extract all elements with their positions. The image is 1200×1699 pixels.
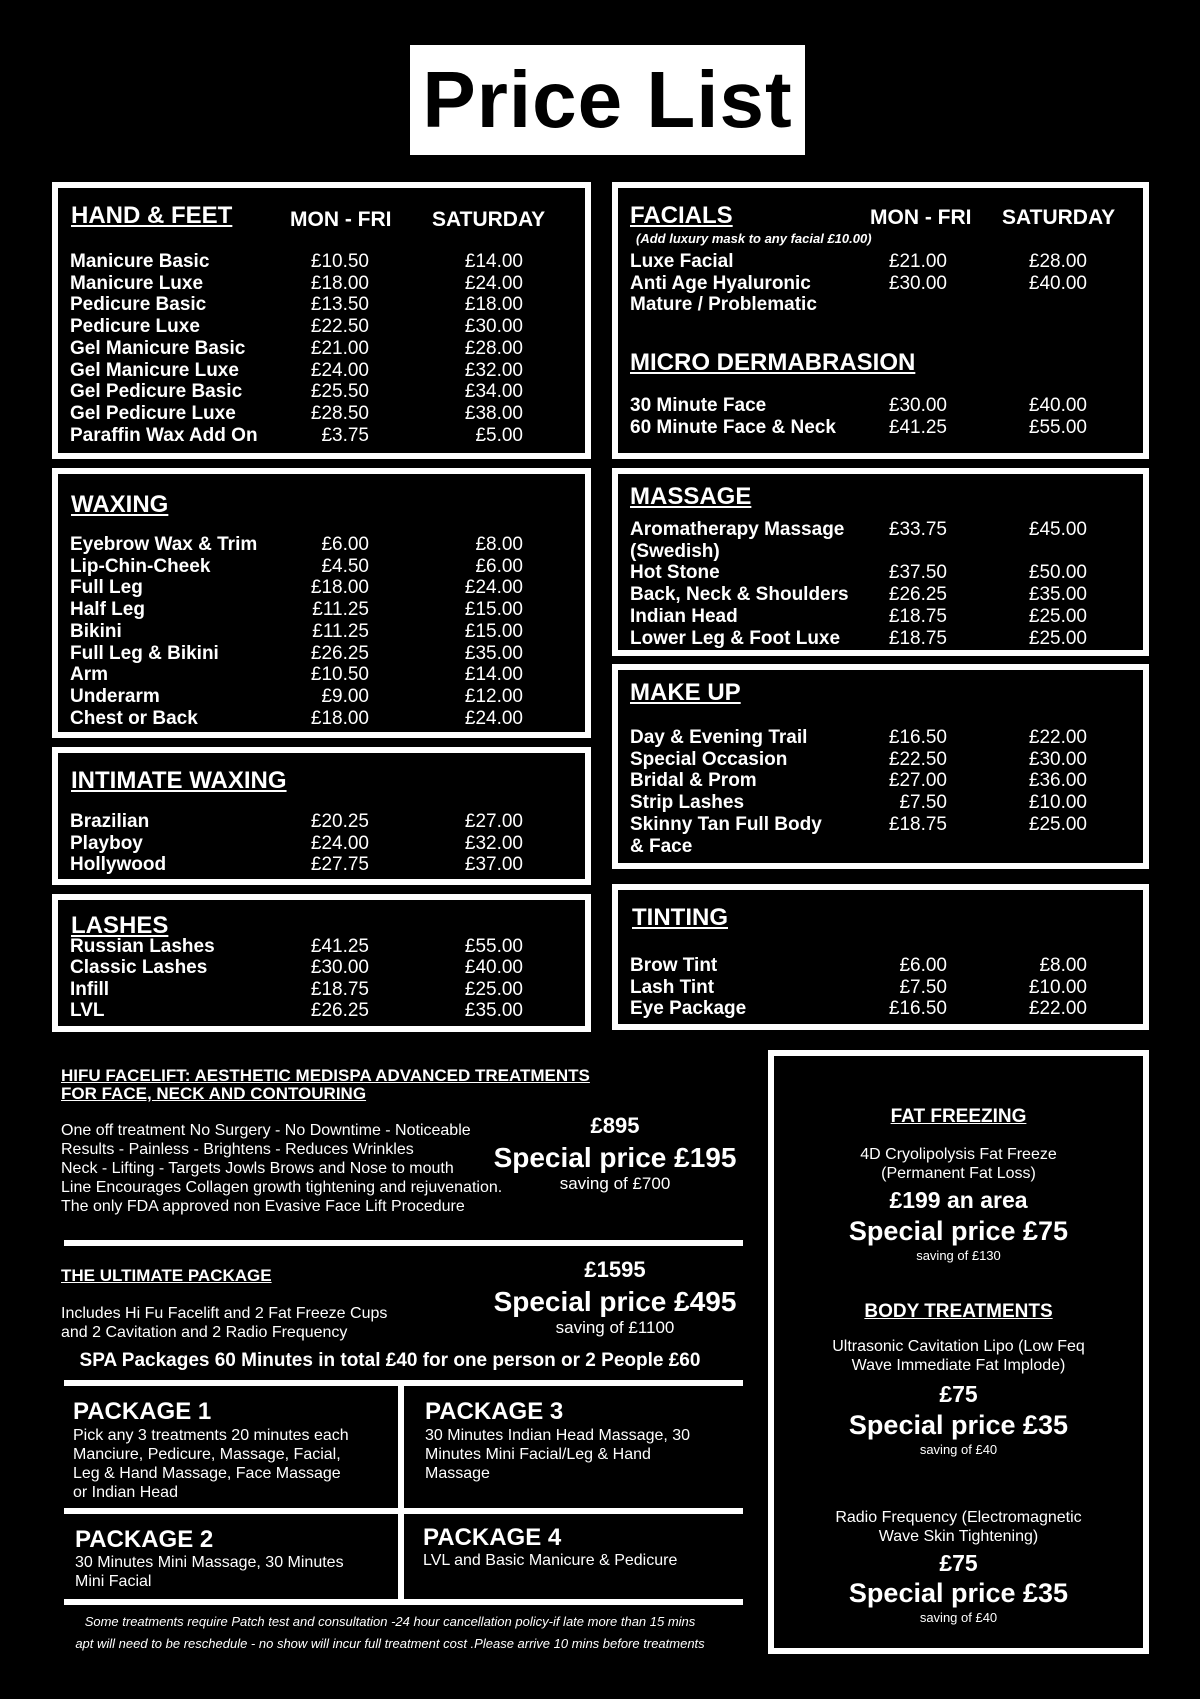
fat-freezing-saving: saving of £130	[916, 1248, 1001, 1263]
saturday-price: £40.00	[1028, 272, 1087, 294]
treatment-name: Bikini	[70, 620, 122, 642]
col-head-saturday: SATURDAY	[432, 208, 546, 231]
section-title: TINTING	[632, 904, 728, 931]
treatment-name: Lip-Chin-Cheek	[70, 555, 211, 577]
radio-line: Radio Frequency (Electromagnetic	[835, 1509, 1082, 1526]
treatment-name: Special Occasion	[630, 748, 788, 770]
treatment-name: Indian Head	[630, 605, 738, 627]
weekday-price: £18.00	[310, 272, 369, 294]
section-title: LASHES	[71, 912, 169, 939]
saturday-price: £8.00	[1039, 955, 1087, 976]
saturday-price: £6.00	[475, 555, 523, 577]
treatment-name: & Face	[630, 835, 693, 857]
weekday-price: £21.00	[310, 337, 369, 359]
treatment-name: Gel Manicure Luxe	[70, 359, 239, 381]
weekday-price: £41.25	[310, 936, 369, 957]
weekday-price: £28.50	[310, 402, 369, 424]
facials-note: (Add luxury mask to any facial £10.00)	[636, 231, 872, 246]
weekday-price: £16.50	[888, 727, 947, 748]
hifu-line: The only FDA approved non Evasive Face Lift Procedure	[61, 1198, 465, 1215]
hifu-line: One off treatment No Surgery - No Downtime - Noticeable	[61, 1122, 471, 1139]
price-row	[58, 381, 585, 403]
weekday-price: £37.50	[888, 562, 947, 584]
saturday-price: £22.00	[1028, 998, 1087, 1020]
price-row	[618, 998, 1143, 1020]
treatment-name: Gel Pedicure Basic	[70, 381, 243, 403]
treatment-name: Day & Evening Trail	[630, 727, 808, 748]
treatment-name: Hollywood	[70, 854, 167, 876]
price-row	[618, 814, 1143, 836]
ultimate-price: £1595	[584, 1257, 646, 1282]
treatment-name: Skinny Tan Full Body	[630, 813, 822, 835]
price-row	[58, 936, 585, 958]
radio-line: Wave Skin Tightening)	[878, 1528, 1039, 1545]
weekday-price: £9.00	[321, 685, 369, 707]
treatment-name: Brazilian	[70, 811, 150, 832]
ultimate-title: THE ULTIMATE PACKAGE	[61, 1266, 272, 1285]
section-title: FACIALS	[630, 202, 733, 229]
treatment-name: Manicure Basic	[70, 251, 210, 272]
ultimate-description	[61, 1304, 481, 1342]
saturday-price: £5.00	[475, 424, 523, 446]
saturday-price: £35.00	[464, 999, 523, 1021]
treatment-name: Pedicure Basic	[70, 294, 207, 316]
treatment-name: Luxe Facial	[630, 251, 734, 272]
price-row	[618, 770, 1143, 792]
weekday-price: £33.75	[888, 519, 947, 540]
treatment-name: Eye Package	[630, 998, 747, 1020]
treatment-name: Eyebrow Wax & Trim	[70, 534, 258, 555]
fat-freezing-line: 4D Cryolipolysis Fat Freeze	[860, 1146, 1057, 1163]
cavitation-price: £75	[939, 1381, 978, 1407]
weekday-price: £18.00	[310, 577, 369, 599]
saturday-price: £18.00	[464, 294, 523, 316]
lashes-panel	[52, 894, 591, 1032]
weekday-price: £16.50	[888, 998, 947, 1020]
col-head-weekday: MON - FRI	[290, 208, 392, 231]
package-4-text	[423, 1551, 733, 1570]
massage-panel	[612, 468, 1149, 656]
saturday-price: £38.00	[464, 402, 523, 424]
saturday-price: £15.00	[464, 620, 523, 642]
price-row	[618, 395, 1143, 417]
section-title: MAKE UP	[630, 679, 741, 706]
treatment-name: Full Leg & Bikini	[70, 642, 219, 664]
weekday-price: £7.50	[899, 792, 947, 814]
price-row	[58, 556, 585, 578]
weekday-price: £10.50	[310, 664, 369, 686]
hifu-saving: saving of £700	[559, 1174, 671, 1193]
treatment-name: Bridal & Prom	[630, 770, 757, 792]
saturday-price: £32.00	[464, 832, 523, 854]
price-row	[618, 294, 1143, 316]
price-row	[58, 957, 585, 979]
fat-freezing-line: (Permanent Fat Loss)	[881, 1165, 1036, 1182]
treatment-name: Playboy	[70, 832, 143, 854]
treatment-name: Gel Pedicure Luxe	[70, 402, 236, 424]
price-row	[58, 664, 585, 686]
saturday-price: £8.00	[475, 534, 523, 555]
package-line: Massage	[425, 1465, 490, 1482]
treatment-name: Pedicure Luxe	[70, 316, 200, 338]
price-row	[58, 251, 585, 273]
ultimate-special-price: Special price £495	[493, 1286, 737, 1317]
price-row	[618, 606, 1143, 628]
weekday-price: £18.75	[888, 627, 947, 649]
price-row	[618, 562, 1143, 584]
package-line: Pick any 3 treatments 20 minutes each	[73, 1427, 349, 1444]
saturday-price: £10.00	[1028, 976, 1087, 998]
treatment-name: Aromatherapy Massage	[630, 519, 845, 540]
saturday-price: £55.00	[1028, 416, 1087, 438]
divider	[64, 1240, 743, 1246]
hifu-title-line2: FOR FACE, NECK AND CONTOURING	[61, 1084, 367, 1103]
price-row	[58, 338, 585, 360]
saturday-price: £28.00	[464, 337, 523, 359]
saturday-price: £30.00	[1028, 748, 1087, 770]
treatment-name: Classic Lashes	[70, 957, 208, 979]
hifu-price: £895	[590, 1113, 640, 1138]
price-row	[58, 316, 585, 338]
saturday-price: £37.00	[464, 854, 523, 876]
price-row	[58, 979, 585, 1001]
footer-line-1: Some treatments require Patch test and consultation -24 hour cancellation policy-if late more than 15 mins	[84, 1614, 696, 1629]
saturday-price: £35.00	[1028, 584, 1087, 606]
price-row	[618, 584, 1143, 606]
weekday-price: £11.25	[312, 620, 369, 642]
package-1-title: PACKAGE 1	[73, 1398, 212, 1425]
price-row	[58, 1000, 585, 1022]
treatment-name: Mature / Problematic	[630, 294, 817, 316]
price-row	[618, 251, 1143, 273]
hand-feet-panel	[52, 182, 591, 459]
section-title: INTIMATE WAXING	[71, 767, 287, 794]
package-3-text	[425, 1426, 735, 1483]
price-row	[618, 749, 1143, 771]
section-title: WAXING	[71, 491, 169, 518]
price-row	[618, 792, 1143, 814]
price-row	[618, 836, 1143, 858]
fat-freezing-price: £199 an area	[889, 1187, 1028, 1213]
weekday-price: £24.00	[310, 832, 369, 854]
treatment-name: Infill	[70, 978, 110, 1000]
saturday-price: £22.00	[1028, 727, 1087, 748]
weekday-price: £26.25	[888, 584, 947, 606]
package-line: 30 Minutes Indian Head Massage, 30	[425, 1427, 691, 1444]
weekday-price: £18.00	[310, 707, 369, 729]
treatment-name: (Swedish)	[630, 540, 720, 562]
weekday-price: £41.25	[888, 416, 947, 438]
facials-panel	[612, 182, 1149, 459]
treatment-name: Lash Tint	[630, 976, 715, 998]
treatment-name: Arm	[70, 664, 109, 686]
weekday-price: £27.00	[888, 770, 947, 792]
hifu-line: Line Encourages Collagen growth tightening and rejuvenation.	[61, 1179, 503, 1196]
price-row	[618, 955, 1143, 977]
package-line: or Indian Head	[73, 1484, 178, 1501]
treatment-name: 60 Minute Face & Neck	[630, 416, 836, 438]
weekday-price: £6.00	[899, 955, 947, 976]
price-row	[58, 425, 585, 447]
weekday-price: £30.00	[888, 395, 947, 416]
price-row	[58, 577, 585, 599]
weekday-price: £7.50	[899, 976, 947, 998]
saturday-price: £27.00	[464, 811, 523, 832]
treatment-name: 30 Minute Face	[630, 395, 767, 416]
saturday-price: £14.00	[464, 251, 523, 272]
saturday-price: £24.00	[464, 272, 523, 294]
weekday-price: £4.50	[321, 555, 369, 577]
treatment-name: Gel Manicure Basic	[70, 337, 246, 359]
price-row	[58, 643, 585, 665]
price-row	[618, 417, 1143, 439]
package-line: LVL and Basic Manicure & Pedicure	[423, 1552, 678, 1569]
saturday-price: £10.00	[1028, 792, 1087, 814]
saturday-price: £36.00	[1028, 770, 1087, 792]
price-row	[58, 294, 585, 316]
package-line: Mini Facial	[75, 1573, 152, 1590]
package-line: Leg & Hand Massage, Face Massage	[73, 1465, 341, 1482]
makeup-panel	[612, 664, 1149, 869]
fat-freezing-panel	[768, 1050, 1149, 1654]
saturday-price: £28.00	[1028, 251, 1087, 272]
weekday-price: £30.00	[888, 272, 947, 294]
treatment-name: Anti Age Hyaluronic	[630, 272, 811, 294]
section-title: MASSAGE	[630, 483, 752, 510]
tinting-panel	[612, 884, 1149, 1030]
hifu-title-line1: HIFU FACELIFT: AESTHETIC MEDISPA ADVANCED TREATMENTS	[61, 1066, 590, 1085]
saturday-price: £25.00	[1028, 605, 1087, 627]
price-row	[618, 273, 1143, 295]
saturday-price: £50.00	[1028, 562, 1087, 584]
waxing-panel	[52, 468, 591, 738]
cavitation-line: Ultrasonic Cavitation Lipo (Low Feq	[832, 1338, 1085, 1355]
price-row	[618, 977, 1143, 999]
saturday-price: £30.00	[464, 316, 523, 338]
hifu-special-price: Special price £195	[493, 1142, 737, 1173]
price-row	[58, 534, 585, 556]
fat-freezing-special: Special price £75	[848, 1216, 1069, 1246]
package-1-text	[73, 1426, 393, 1502]
weekday-price: £26.25	[310, 999, 369, 1021]
fat-freezing-title: FAT FREEZING	[890, 1106, 1027, 1127]
treatment-name: Back, Neck & Shoulders	[630, 584, 849, 606]
price-row	[618, 519, 1143, 541]
cavitation-line: Wave Immediate Fat Implode)	[851, 1357, 1066, 1374]
treatment-name: Full Leg	[70, 577, 143, 599]
page-title: Price List	[410, 45, 805, 155]
weekday-price: £13.50	[310, 294, 369, 316]
price-row	[618, 541, 1143, 563]
treatment-name: Manicure Luxe	[70, 272, 204, 294]
weekday-price: £11.25	[312, 599, 369, 621]
saturday-price: £24.00	[464, 707, 523, 729]
treatment-name: Russian Lashes	[70, 936, 215, 957]
weekday-price: £6.00	[321, 534, 369, 555]
weekday-price: £30.00	[310, 957, 369, 979]
treatment-name: Paraffin Wax Add On	[70, 424, 258, 446]
price-row	[58, 621, 585, 643]
treatment-name: Brow Tint	[630, 955, 718, 976]
package-2-title: PACKAGE 2	[75, 1526, 214, 1553]
price-row	[618, 727, 1143, 749]
cavitation-saving: saving of £40	[919, 1442, 998, 1457]
weekday-price: £18.75	[888, 813, 947, 835]
cavitation-special: Special price £35	[848, 1410, 1069, 1440]
weekday-price: £22.50	[310, 316, 369, 338]
price-row	[58, 360, 585, 382]
section-title: MICRO DERMABRASION	[630, 349, 916, 376]
radio-special: Special price £35	[848, 1578, 1069, 1608]
weekday-price: £22.50	[888, 748, 947, 770]
package-2-text	[75, 1553, 395, 1591]
saturday-price: £34.00	[464, 381, 523, 403]
saturday-price: £12.00	[464, 685, 523, 707]
treatment-name: LVL	[70, 999, 105, 1021]
price-row	[618, 628, 1143, 650]
saturday-price: £35.00	[464, 642, 523, 664]
ultimate-line: and 2 Cavitation and 2 Radio Frequency	[61, 1324, 348, 1341]
footer-line-2: apt will need to be reschedule - no show will incur full treatment cost .Please arrive 10 mins before treatments	[75, 1636, 705, 1651]
saturday-price: £14.00	[464, 664, 523, 686]
weekday-price: £10.50	[310, 251, 369, 272]
package-line: Manciure, Pedicure, Massage, Facial,	[73, 1446, 341, 1463]
price-row	[58, 686, 585, 708]
treatment-name: Half Leg	[70, 599, 145, 621]
saturday-price: £32.00	[464, 359, 523, 381]
saturday-price: £45.00	[1028, 519, 1087, 540]
spa-heading: SPA Packages 60 Minutes in total £40 for one person or 2 People £60	[79, 1350, 701, 1371]
hifu-line: Neck - Lifting - Targets Jowls Brows and Nose to mouth	[61, 1160, 454, 1177]
weekday-price: £21.00	[888, 251, 947, 272]
package-3-title: PACKAGE 3	[425, 1398, 564, 1425]
weekday-price: £26.25	[310, 642, 369, 664]
divider	[398, 1380, 404, 1604]
weekday-price: £24.00	[310, 359, 369, 381]
weekday-price: £27.75	[310, 854, 369, 876]
col-head-saturday: SATURDAY	[1002, 206, 1116, 229]
price-row	[58, 599, 585, 621]
weekday-price: £3.75	[321, 424, 369, 446]
saturday-price: £25.00	[1028, 627, 1087, 649]
weekday-price: £25.50	[310, 381, 369, 403]
package-4-title: PACKAGE 4	[423, 1524, 562, 1551]
price-row	[58, 833, 585, 855]
treatment-name: Chest or Back	[70, 707, 198, 729]
hifu-line: Results - Painless - Brightens - Reduces Wrinkles	[61, 1141, 414, 1158]
radio-price: £75	[939, 1550, 978, 1576]
saturday-price: £25.00	[464, 978, 523, 1000]
body-treatments-title: BODY TREATMENTS	[864, 1301, 1053, 1322]
treatment-name: Hot Stone	[630, 562, 720, 584]
section-title: HAND & FEET	[71, 202, 233, 229]
saturday-price: £25.00	[1028, 813, 1087, 835]
saturday-price: £24.00	[464, 577, 523, 599]
treatment-name: Lower Leg & Foot Luxe	[630, 627, 841, 649]
weekday-price: £18.75	[310, 978, 369, 1000]
treatment-name: Strip Lashes	[630, 792, 745, 814]
price-row	[58, 403, 585, 425]
saturday-price: £15.00	[464, 599, 523, 621]
saturday-price: £40.00	[464, 957, 523, 979]
treatment-name: Underarm	[70, 685, 160, 707]
saturday-price: £55.00	[464, 936, 523, 957]
price-row	[58, 854, 585, 876]
package-line: Minutes Mini Facial/Leg & Hand	[425, 1446, 651, 1463]
ultimate-line: Includes Hi Fu Facelift and 2 Fat Freeze Cups	[61, 1305, 388, 1322]
intimate-waxing-panel	[52, 747, 591, 885]
ultimate-saving: saving of £1100	[555, 1318, 675, 1337]
weekday-price: £18.75	[888, 605, 947, 627]
price-row	[58, 273, 585, 295]
price-row	[58, 811, 585, 833]
price-row	[58, 708, 585, 730]
weekday-price: £20.25	[310, 811, 369, 832]
saturday-price: £40.00	[1028, 395, 1087, 416]
col-head-weekday: MON - FRI	[870, 206, 972, 229]
radio-saving: saving of £40	[919, 1610, 998, 1625]
package-line: 30 Minutes Mini Massage, 30 Minutes	[75, 1554, 344, 1571]
